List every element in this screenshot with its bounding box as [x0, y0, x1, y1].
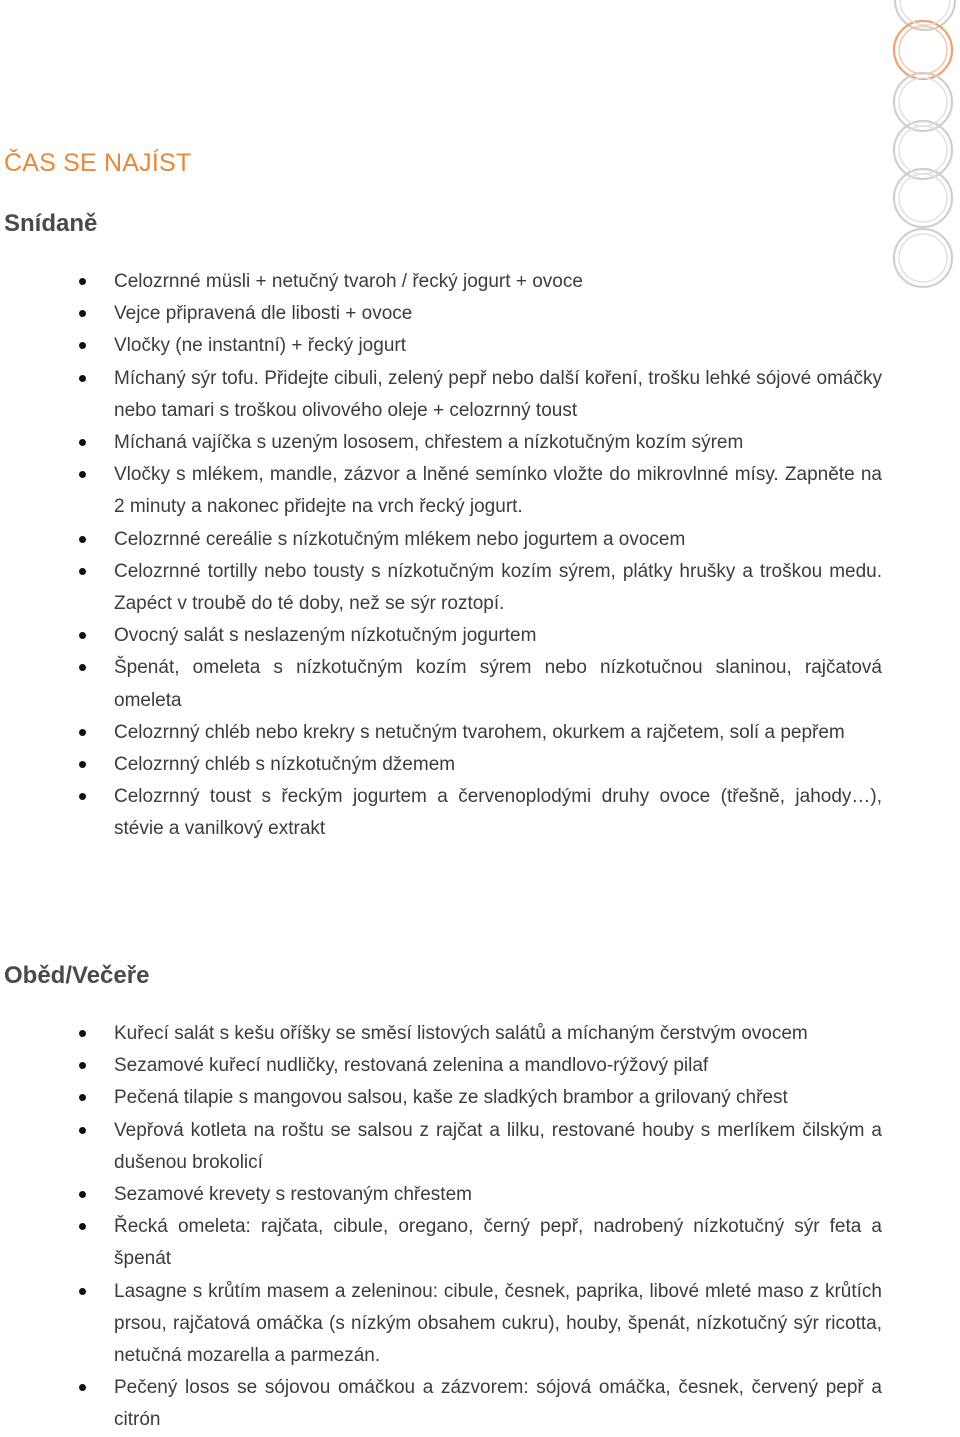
bullet-icon: [79, 793, 86, 800]
list-item: [0, 620, 882, 652]
list-item-text: Sezamové kuřecí nudličky, restovaná zelenina a mandlovo-rýžový pilaf: [114, 1055, 709, 1077]
list-item-text: Vločky (ne instantní) + řecký jogurt: [114, 335, 406, 357]
list-item-text: Míchaná vajíčka s uzeným lososem, chřestem a nízkotučným kozím sýrem: [114, 432, 744, 454]
page-title: ČAS SE NAJÍST: [4, 149, 192, 177]
deco-ring: [894, 121, 952, 179]
list-item-text: Řecká omeleta: rajčata, cibule, oregano, černý pepř, nadrobený nízkotučný sýr feta a špenát: [114, 1216, 882, 1270]
bullet-icon: [79, 1384, 86, 1391]
list-item: [0, 427, 882, 459]
bullet-icon: [79, 1191, 86, 1198]
lunch-dinner-list: [0, 1018, 882, 1437]
list-item-text: Celozrnný toust s řeckým jogurtem a červenoplodými druhy ovoce (třešně, jahody…), stévie a vanilkový extrakt: [114, 786, 882, 840]
list-item-text: Celozrnný chléb s nízkotučným džemem: [114, 754, 456, 776]
list-item: [0, 1082, 882, 1114]
bullet-icon: [79, 761, 86, 768]
list-item-text: Ovocný salát s neslazeným nízkotučným jogurtem: [114, 625, 537, 647]
list-item-text: Míchaný sýr tofu. Přidejte cibuli, zelený pepř nebo další koření, trošku lehké sójové omáčky nebo tamari s troškou olivového oleje + celozrnný toust: [114, 367, 882, 421]
bullet-icon: [79, 536, 86, 543]
bullet-icon: [79, 1288, 86, 1295]
list-item: [0, 1276, 882, 1373]
list-item: [0, 1211, 882, 1275]
list-item: [0, 330, 882, 362]
list-item-text: Vepřová kotleta na roštu se salsou z rajčat a lilku, restované houby s merlíkem čilským a dušenou brokolicí: [114, 1119, 882, 1173]
section-heading-lunch-dinner: Oběd/Večeře: [4, 962, 150, 989]
bullet-icon: [79, 342, 86, 349]
list-item: [0, 459, 882, 523]
list-item: [0, 266, 882, 298]
bullet-icon: [79, 729, 86, 736]
bullet-icon: [79, 375, 86, 382]
breakfast-list: [0, 266, 882, 846]
list-item: [0, 652, 882, 716]
list-item-text: Lasagne s krůtím masem a zeleninou: cibule, česnek, paprika, libové mleté maso z krůtích prsou, rajčatová omáčka (s nízkým obsahem cukru), houby, špenát, nízkotučný sýr ricotta, netučná mozarella a parmezán.: [114, 1280, 882, 1367]
list-item-text: Celozrnné tortilly nebo tousty s nízkotučným kozím sýrem, plátky hrušky a troškou medu. Zapéct v troubě do té doby, než se sýr roztopí.: [114, 560, 882, 615]
list-item-text: Vločky s mlékem, mandle, zázvor a lněné semínko vložte do mikrovlnné mísy. Zapněte na 2 minuty a nakonec přidejte na vrch řecký jogurt.: [114, 464, 882, 518]
decorative-rings: [885, 0, 960, 300]
list-item-text: Vejce připravená dle libosti + ovoce: [114, 303, 413, 325]
bullet-icon: [79, 632, 86, 639]
deco-ring: [894, 229, 952, 287]
section-heading-breakfast: Snídaně: [4, 210, 98, 237]
list-item: [0, 1179, 882, 1211]
list-item-text: Kuřecí salát s kešu oříšky se směsí listových salátů a míchaným čerstvým ovocem: [114, 1023, 808, 1044]
list-item: [0, 556, 882, 620]
list-item: [0, 1050, 882, 1082]
deco-ring: [894, 169, 952, 227]
list-item-text: Celozrnné müsli + netučný tvaroh / řecký jogurt + ovoce: [114, 271, 583, 292]
list-item: [0, 298, 882, 330]
bullet-icon: [79, 1127, 86, 1134]
bullet-icon: [79, 1223, 86, 1230]
bullet-icon: [79, 471, 86, 478]
deco-ring: [894, 73, 952, 131]
list-item: [0, 1018, 882, 1050]
bullet-icon: [79, 278, 86, 285]
bullet-icon: [79, 1030, 86, 1037]
bullet-icon: [79, 1062, 86, 1069]
list-item-text: Pečený losos se sójovou omáčkou a zázvorem: sójová omáčka, česnek, červený pepř a citrón: [114, 1377, 882, 1431]
bullet-icon: [79, 664, 86, 671]
list-item-text: Celozrnné cereálie s nízkotučným mlékem nebo jogurtem a ovocem: [114, 528, 686, 550]
list-item-text: Pečená tilapie s mangovou salsou, kaše ze sladkých brambor a grilovaný chřest: [114, 1087, 788, 1109]
list-item-text: Sezamové krevety s restovaným chřestem: [114, 1184, 472, 1206]
list-item-text: Špenát, omeleta s nízkotučným kozím sýrem nebo nízkotučnou slaninou, rajčatová omeleta: [114, 657, 882, 711]
list-item-text: Celozrnný chléb nebo krekry s netučným tvarohem, okurkem a rajčetem, solí a pepřem: [114, 721, 845, 743]
bullet-icon: [79, 568, 86, 575]
bullet-icon: [79, 439, 86, 446]
list-item: [0, 781, 882, 845]
list-item: [0, 749, 882, 781]
list-item: [0, 1115, 882, 1179]
bullet-icon: [79, 1094, 86, 1101]
list-item: [0, 363, 882, 427]
bullet-icon: [79, 310, 86, 317]
list-item: [0, 717, 882, 749]
list-item: [0, 524, 882, 556]
